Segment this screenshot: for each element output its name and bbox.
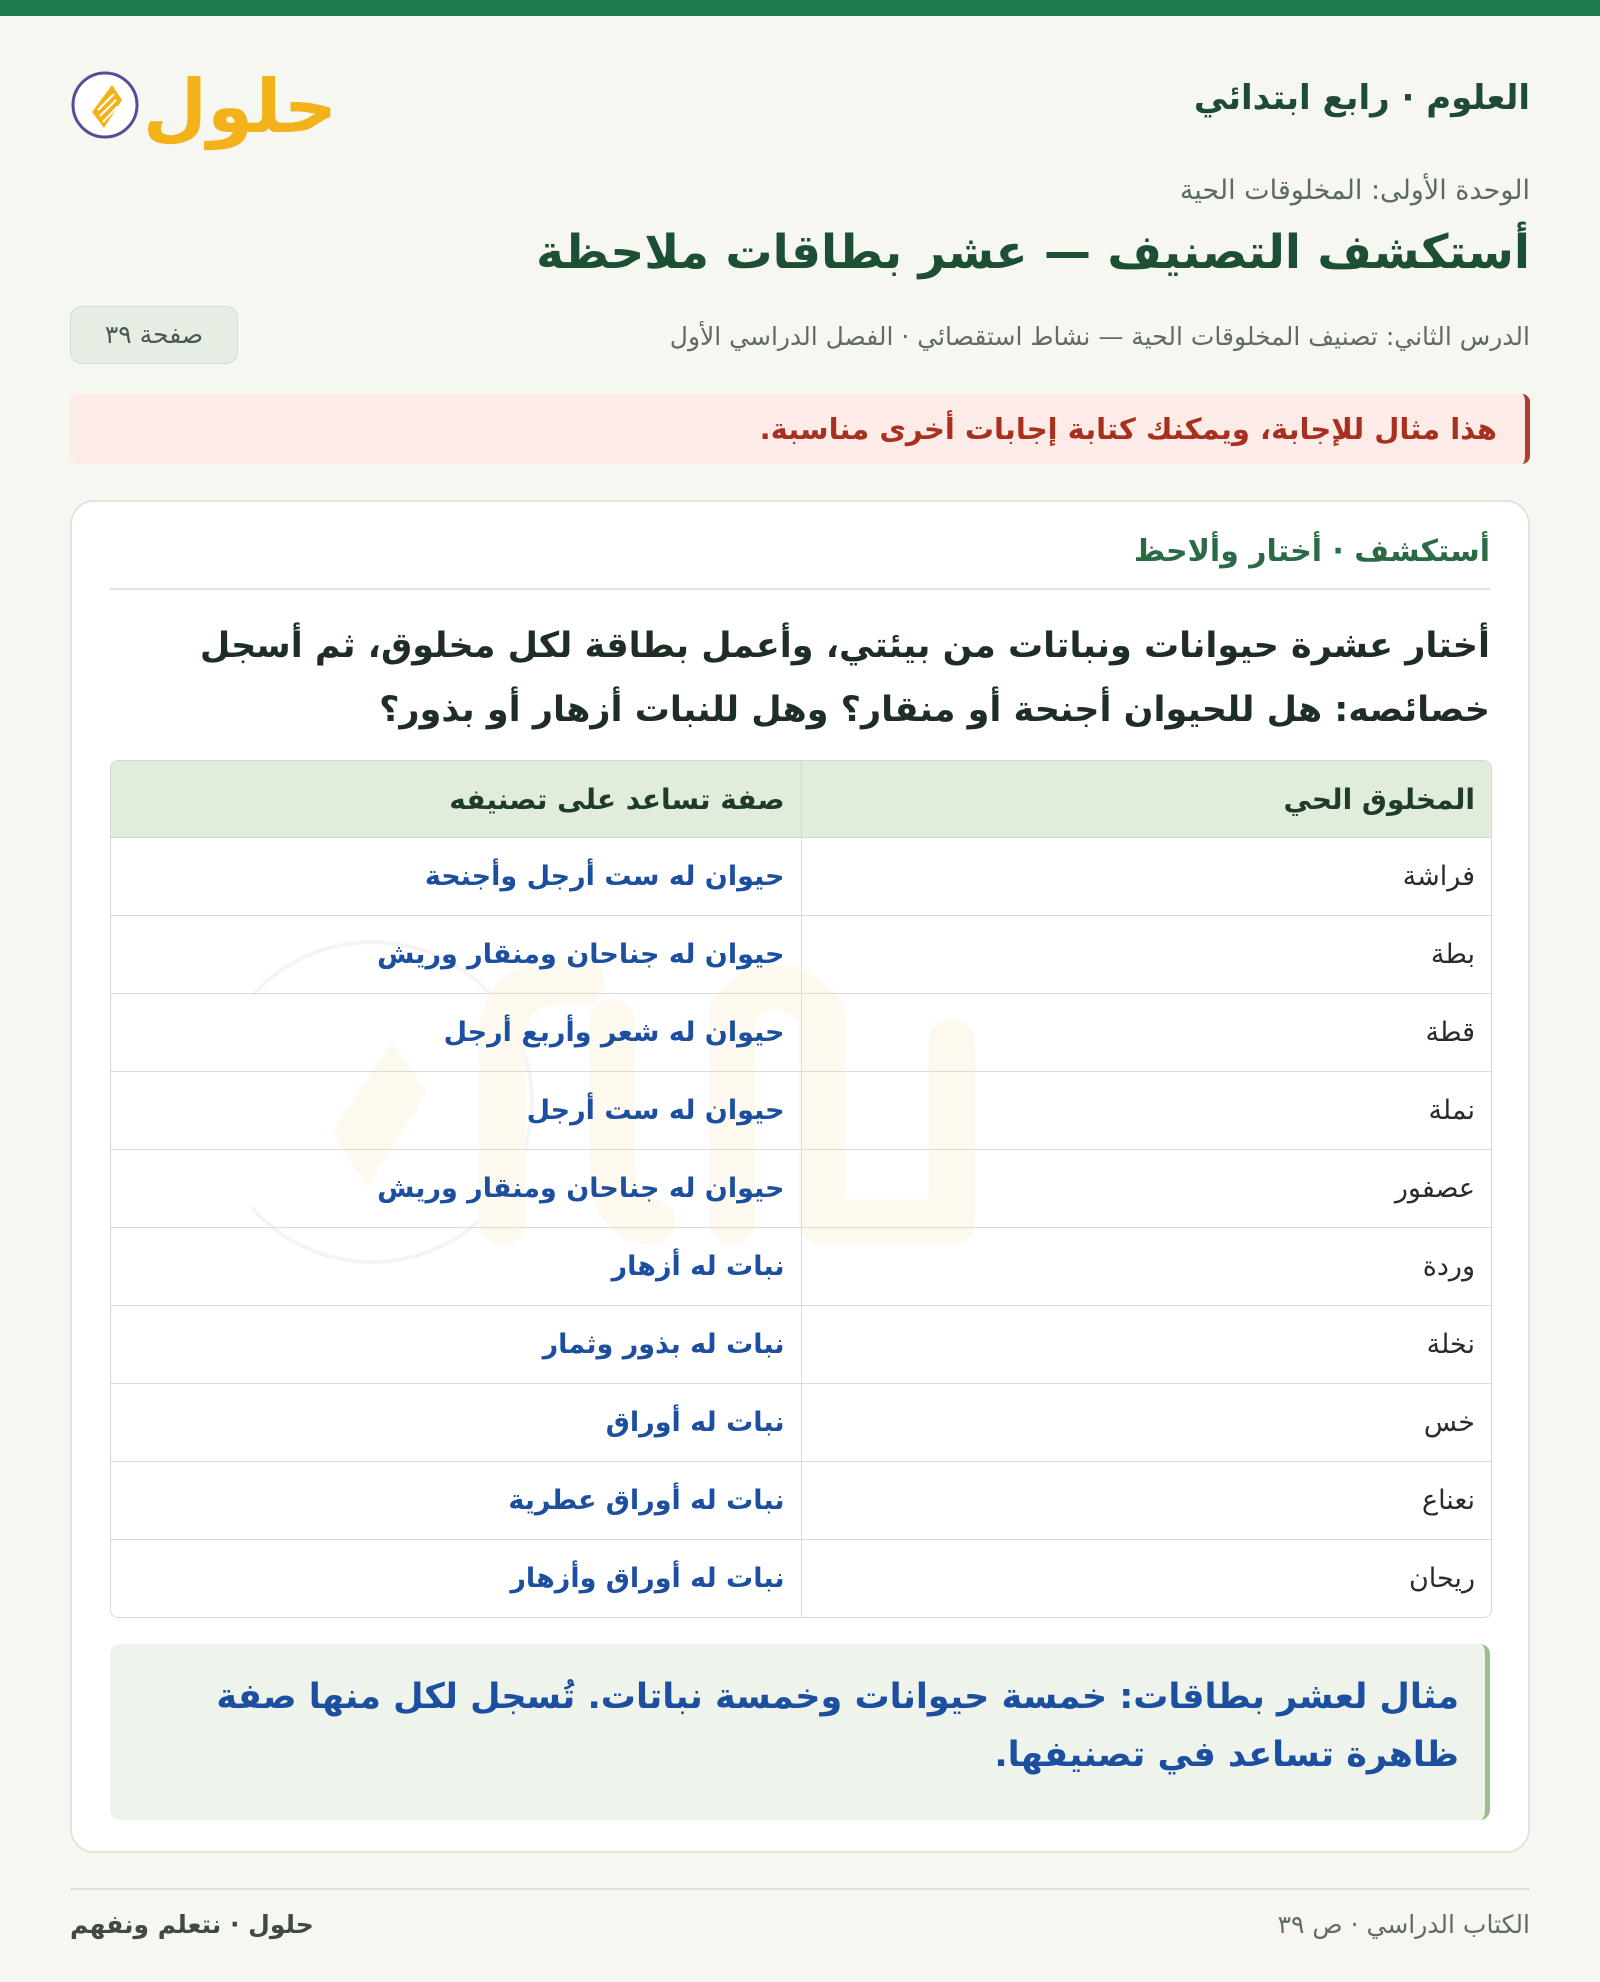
footer-brand[interactable]: حلول · نتعلم ونفهم: [70, 1910, 314, 1939]
trait-cell: نبات له أوراق وأزهار: [510, 1563, 785, 1594]
trait-cell: حيوان له جناحان ومنقار وريش: [111, 916, 801, 994]
table-row: [111, 916, 1491, 994]
organism-cell: بطة: [801, 916, 1491, 994]
organism-cell: فراشة: [801, 838, 1491, 916]
trait-cell: نبات له أزهار: [111, 1228, 801, 1306]
organism-cell: قطة: [801, 994, 1491, 1072]
summary-text: مثال لعشر بطاقات: خمسة حيوانات وخمسة نباتات. تُسجل لكل منها صفة ظاهرة تساعد في تصنيفها.: [216, 1677, 1459, 1775]
trait-cell: حيوان له ست أرجل: [111, 1072, 801, 1150]
table-row: [111, 994, 1491, 1072]
trait-cell: نبات له أوراق: [111, 1384, 801, 1462]
table-row: [111, 1072, 1491, 1150]
subject-title: العلوم · رابع ابتدائي: [1193, 78, 1530, 118]
table-row: [111, 1462, 1491, 1540]
trait-cell: نبات له أوراق عطرية: [111, 1462, 801, 1540]
footer-divider: [70, 1888, 1530, 1890]
organism-cell: نخلة: [801, 1306, 1491, 1384]
page-header: [70, 50, 1530, 185]
organism-cell: وردة: [801, 1228, 1491, 1306]
hulul-logo[interactable]: [70, 50, 340, 160]
column-header-trait: صفة تساعد على تصنيفه: [111, 761, 801, 838]
unit-label: الوحدة الأولى: المخلوقات الحية: [1179, 175, 1530, 206]
table-header-row: [111, 761, 1491, 838]
page-number-badge: صفحة ٣٩: [70, 306, 238, 364]
activity-question: أختار عشرة حيوانات ونباتات من بيئتي، وأعمل بطاقة لكل مخلوق، ثم أسجل خصائصه: هل للحيوان أجنحة أو منقار؟ وهل للنبات أزهار أو بذور؟: [199, 626, 1490, 730]
trait-cell: حيوان له شعر وأربع أرجل: [111, 994, 801, 1072]
organism-cell: خس: [801, 1384, 1491, 1462]
trait-cell: نبات له بذور وثمار: [111, 1306, 801, 1384]
example-answer-note: [70, 394, 1530, 464]
lesson-title: أستكشف التصنيف — عشر بطاقات ملاحظة: [536, 225, 1530, 280]
trait-cell: حيوان له ست أرجل وأجنحة: [111, 838, 801, 916]
summary-box: [110, 1644, 1490, 1820]
table-row: [111, 1384, 1491, 1462]
lesson-subtitle: الدرس الثاني: تصنيف المخلوقات الحية — نشاط استقصائي · الفصل الدراسي الأول: [669, 322, 1530, 351]
organism-cell: عصفور: [801, 1150, 1491, 1228]
table-row: [111, 1540, 1491, 1618]
organism-cell: ريحان: [801, 1540, 1491, 1618]
card-section-title: أستكشف · أختار وألاحظ: [1133, 534, 1490, 569]
organism-cell: نعناع: [801, 1462, 1491, 1540]
table-row: [111, 838, 1491, 916]
trait-cell: حيوان له جناحان ومنقار وريش: [111, 1150, 801, 1228]
table-row: [111, 1228, 1491, 1306]
organism-cell: نملة: [801, 1072, 1491, 1150]
classification-table: [110, 760, 1492, 1618]
logo-wordmark: حلول: [142, 64, 338, 150]
column-header-organism: المخلوق الحي: [801, 761, 1491, 838]
activity-card: [70, 500, 1530, 1853]
top-accent-bar: [0, 0, 1600, 16]
footer-book-reference: الكتاب الدراسي · ص ٣٩: [1277, 1910, 1530, 1939]
note-text: هذا مثال للإجابة، ويمكنك كتابة إجابات أخرى مناسبة.: [759, 412, 1497, 446]
table-row: [111, 1306, 1491, 1384]
table-row: [111, 1150, 1491, 1228]
section-divider: [110, 588, 1490, 590]
